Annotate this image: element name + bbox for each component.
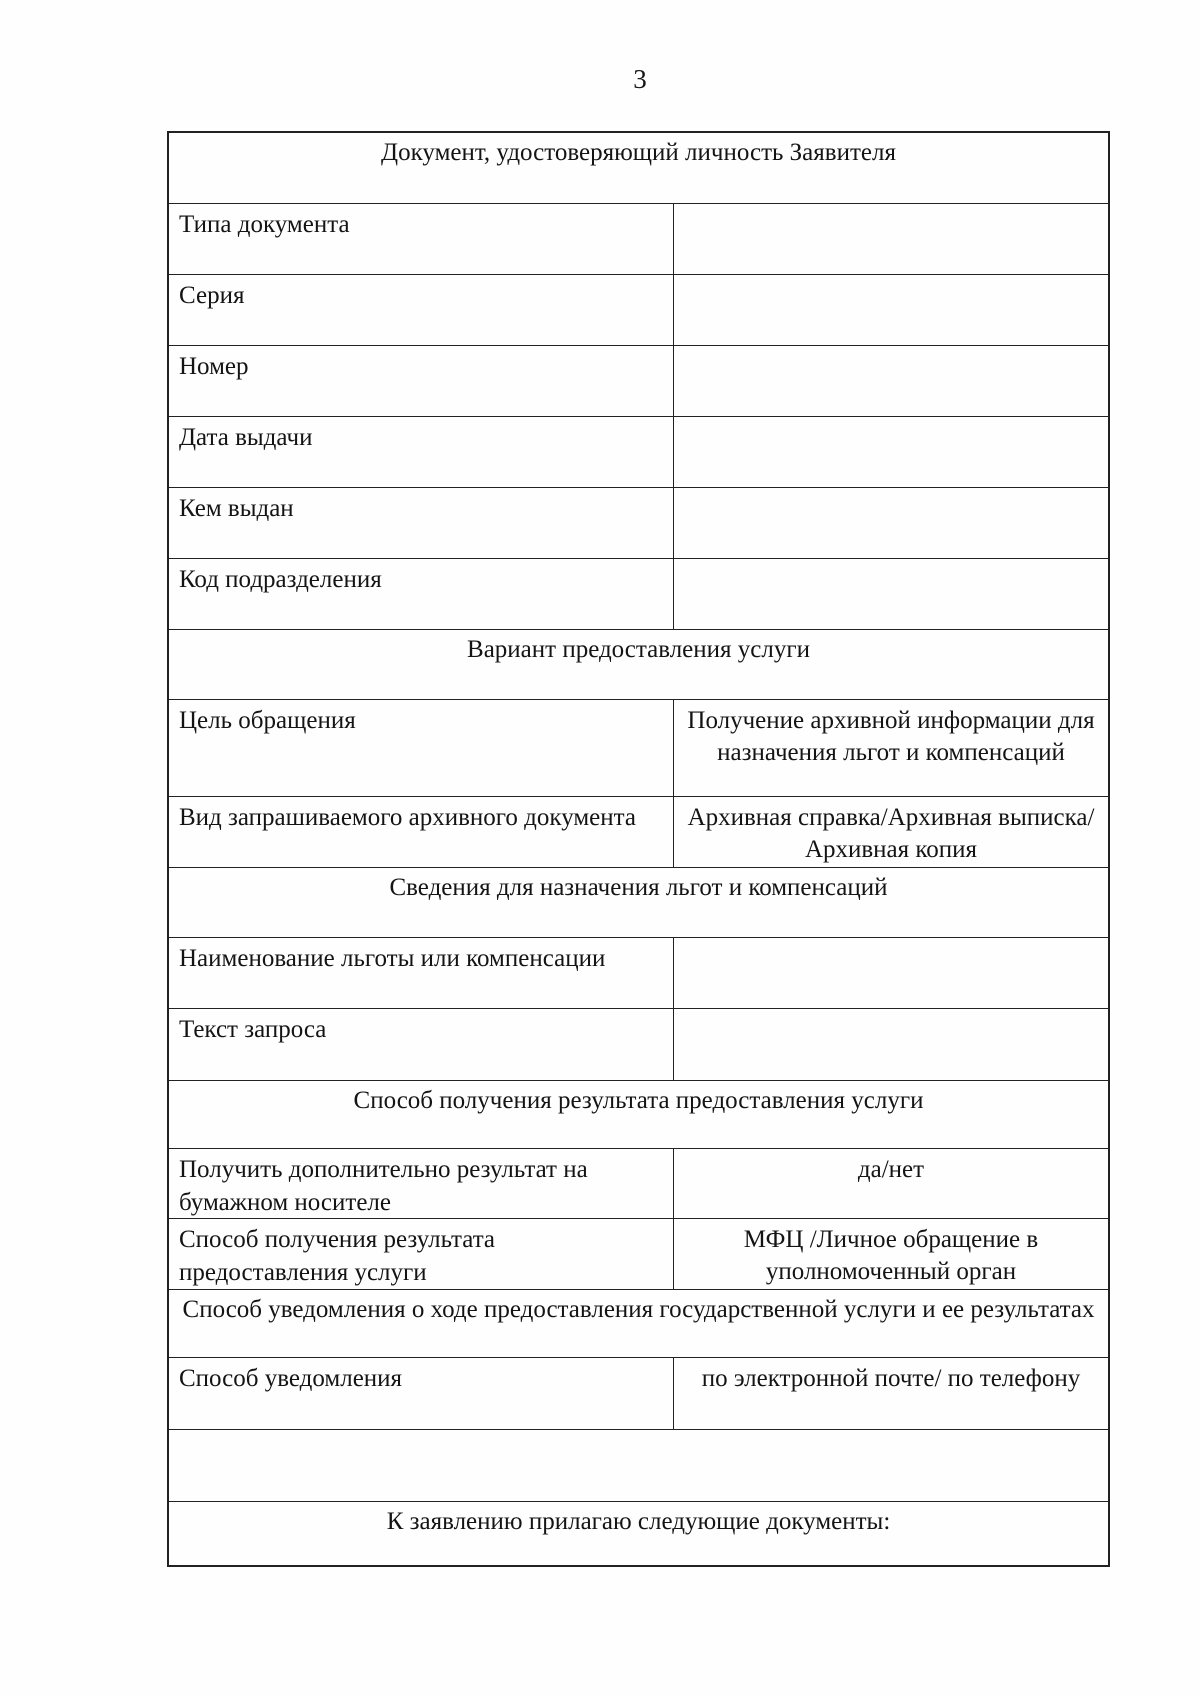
field-label-benefit-name: Наименование льготы или компенсации xyxy=(169,938,674,1008)
benefits-section-header xyxy=(169,867,1108,937)
identity-section-header xyxy=(169,133,1108,203)
field-label-issued-by: Кем выдан xyxy=(169,488,674,558)
section-title: Вариант предоставления услуги xyxy=(467,636,810,663)
table-row xyxy=(169,487,1108,558)
table-row xyxy=(169,699,1108,796)
field-value-notify-method[interactable]: по электронной почте/ по телефону xyxy=(701,1365,1081,1392)
table-row xyxy=(169,416,1108,487)
field-label-request-text: Текст запроса xyxy=(169,1009,674,1080)
field-value-benefit-name[interactable] xyxy=(674,938,1108,1008)
table-row xyxy=(169,558,1108,629)
field-label-purpose: Цель обращения xyxy=(169,700,674,796)
field-value-purpose: Получение архивной информации для назначения льгот и компенсаций xyxy=(687,707,1095,766)
field-value-division-code[interactable] xyxy=(674,559,1108,629)
section-title: Способ уведомления о ходе предоставления государственной услуги и ее результатах xyxy=(182,1296,1095,1323)
application-form-table xyxy=(167,131,1110,1567)
field-value-series[interactable] xyxy=(674,275,1108,345)
section-title: Документ, удостоверяющий личность Заявителя xyxy=(381,139,896,166)
field-value-request-text[interactable] xyxy=(674,1009,1108,1080)
field-value-issued-by[interactable] xyxy=(674,488,1108,558)
table-row xyxy=(169,203,1108,274)
table-row xyxy=(169,1008,1108,1080)
table-row xyxy=(169,345,1108,416)
empty-row xyxy=(169,1429,1108,1501)
section-title: К заявлению прилагаю следующие документы: xyxy=(386,1508,891,1535)
table-row xyxy=(169,274,1108,345)
field-label-document-type: Типа документа xyxy=(169,204,674,274)
variant-section-header xyxy=(169,629,1108,699)
field-value-number[interactable] xyxy=(674,346,1108,416)
field-label-number: Номер xyxy=(169,346,674,416)
field-label-paper-copy: Получить дополнительно результат на бумажном носителе xyxy=(169,1149,674,1218)
result-section-header xyxy=(169,1080,1108,1148)
field-label-division-code: Код подразделения xyxy=(169,559,674,629)
table-row xyxy=(169,1357,1108,1429)
empty-cell[interactable] xyxy=(169,1430,1108,1501)
section-title: Сведения для назначения льгот и компенсаций xyxy=(389,874,888,901)
field-value-document-type[interactable] xyxy=(674,204,1108,274)
table-row xyxy=(169,1148,1108,1218)
section-title: Способ получения результата предоставления услуги xyxy=(353,1087,924,1114)
field-value-result-method[interactable]: МФЦ /Личное обращение в уполномоченный орган xyxy=(743,1226,1039,1285)
field-label-notify-method: Способ уведомления xyxy=(169,1358,674,1429)
table-row xyxy=(169,937,1108,1008)
page-number: 3 xyxy=(633,64,647,94)
table-row xyxy=(169,1218,1108,1289)
field-value-archive-document-type: Архивная справка/Архивная выписка/Архивная копия xyxy=(687,804,1095,863)
field-label-result-method: Способ получения результата предоставления услуги xyxy=(169,1219,674,1289)
notify-section-header xyxy=(169,1289,1108,1357)
field-label-series: Серия xyxy=(169,275,674,345)
field-value-paper-copy[interactable]: да/нет xyxy=(857,1156,925,1183)
field-label-issue-date: Дата выдачи xyxy=(169,417,674,487)
attachments-section-header xyxy=(169,1501,1108,1565)
field-value-issue-date[interactable] xyxy=(674,417,1108,487)
table-row xyxy=(169,796,1108,867)
field-label-archive-document-type: Вид запрашиваемого архивного документа xyxy=(169,797,674,867)
